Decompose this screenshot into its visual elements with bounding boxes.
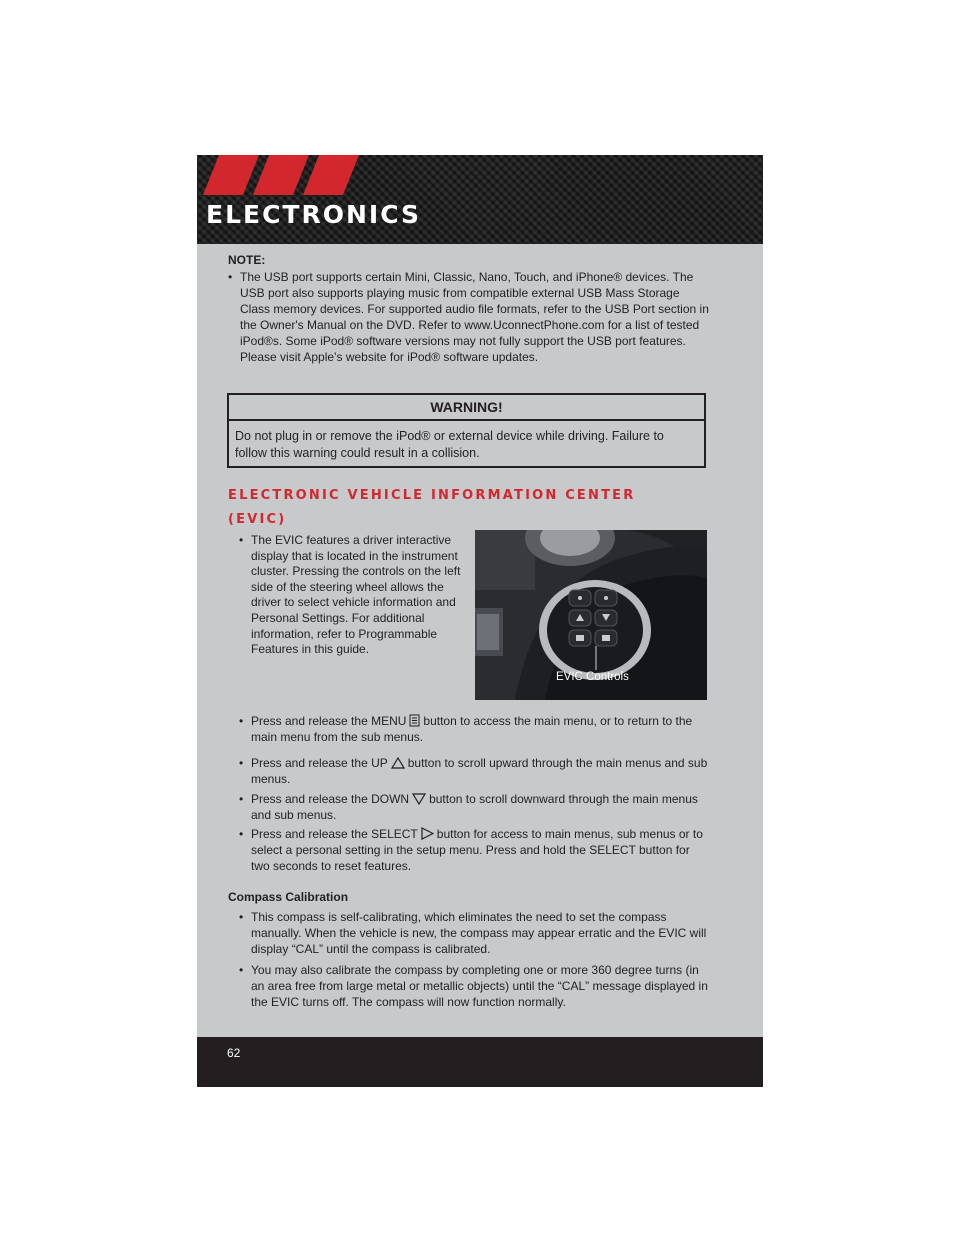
select-instruction-pre: Press and release the SELECT (251, 827, 418, 841)
compass-bullet-1 (239, 909, 709, 957)
select-instruction-post: button for access to main menus, sub menus or to select a personal setting in the setup menu. Press and hold the SELECT button for two seconds to reset features. (251, 827, 703, 873)
page-footer (197, 1037, 763, 1087)
manual-page (197, 155, 763, 1087)
triangle-down-icon (412, 793, 426, 805)
down-bullet (239, 791, 709, 823)
warning-title: WARNING! (229, 395, 704, 421)
bullet-marker: • (239, 714, 244, 728)
evic-heading-line1: ELECTRONIC VEHICLE INFORMATION CENTER (228, 488, 636, 503)
up-instruction-pre: Press and release the UP (251, 756, 388, 770)
warning-box (227, 393, 706, 468)
evic-intro-text: The EVIC features a driver interactive display that is located in the instrument cluster. Pressing the controls on the left side of the steering wheel allows the driver to select vehicle information and Personal Settings. For additional information, refer to Programmable Features in this guide. (251, 533, 461, 657)
bullet-marker: • (239, 792, 244, 806)
down-instruction-pre: Press and release the DOWN (251, 792, 410, 806)
menu-bullet (239, 713, 709, 745)
compass-text-2: You may also calibrate the compass by completing one or more 360 degree turns (in an area free from large metal or metallic objects) until the “CAL” message displayed in the EVIC turns off. The compass will now function normally. (251, 963, 708, 1009)
compass-text-1: This compass is self-calibrating, which eliminates the need to set the compass manually. When the vehicle is new, the compass may appear erratic and the EVIC will display “CAL” until the compass is calibrated. (251, 910, 707, 956)
evic-heading (228, 484, 635, 532)
compass-bullet-2 (239, 962, 709, 1010)
bullet-marker: • (228, 270, 233, 284)
evic-controls-photo (475, 530, 707, 700)
section-header (197, 155, 763, 244)
photo-caption: EVIC Controls (556, 671, 629, 683)
note-label: NOTE: (228, 253, 266, 267)
racing-stripes-graphic (197, 155, 397, 195)
page-number: 62 (227, 1046, 241, 1060)
triangle-right-icon (421, 827, 434, 840)
evic-intro-bullet (239, 533, 465, 658)
up-instruction-post: button to scroll upward through the main menus and sub menus. (251, 756, 708, 786)
bullet-marker: • (239, 756, 244, 770)
up-bullet (239, 755, 709, 787)
select-bullet (239, 826, 709, 874)
bullet-marker: • (239, 827, 244, 841)
warning-text: Do not plug in or remove the iPod® or external device while driving. Failure to follow this warning could result in a collision. (235, 429, 664, 460)
note-text: The USB port supports certain Mini, Classic, Nano, Touch, and iPhone® devices. The USB port also supports playing music from compatible external USB Mass Storage Class memory devices. For supported audio file formats, refer to the USB Port section in the Owner's Manual on the DVD. Refer to www.UconnectPhone.com for a list of tested iPod®s. Some iPod® software versions may not fully support the USB port features. Please visit Apple’s website for iPod® software updates. (240, 270, 709, 364)
down-instruction-post: button to scroll downward through the main menus and sub menus. (251, 792, 698, 822)
compass-calibration-heading: Compass Calibration (228, 890, 349, 904)
evic-heading-line2: (EVIC) (228, 512, 287, 527)
triangle-up-icon (391, 757, 405, 769)
bullet-marker: • (239, 963, 244, 977)
menu-instruction-post: button to access the main menu, or to return to the main menu from the sub menus. (251, 714, 693, 744)
note-bullet (228, 269, 710, 365)
section-title: ELECTRONICS (206, 200, 422, 229)
bullet-marker: • (239, 533, 244, 547)
menu-list-icon (409, 714, 420, 727)
bullet-marker: • (239, 910, 244, 924)
menu-instruction-pre: Press and release the MENU (251, 714, 407, 728)
